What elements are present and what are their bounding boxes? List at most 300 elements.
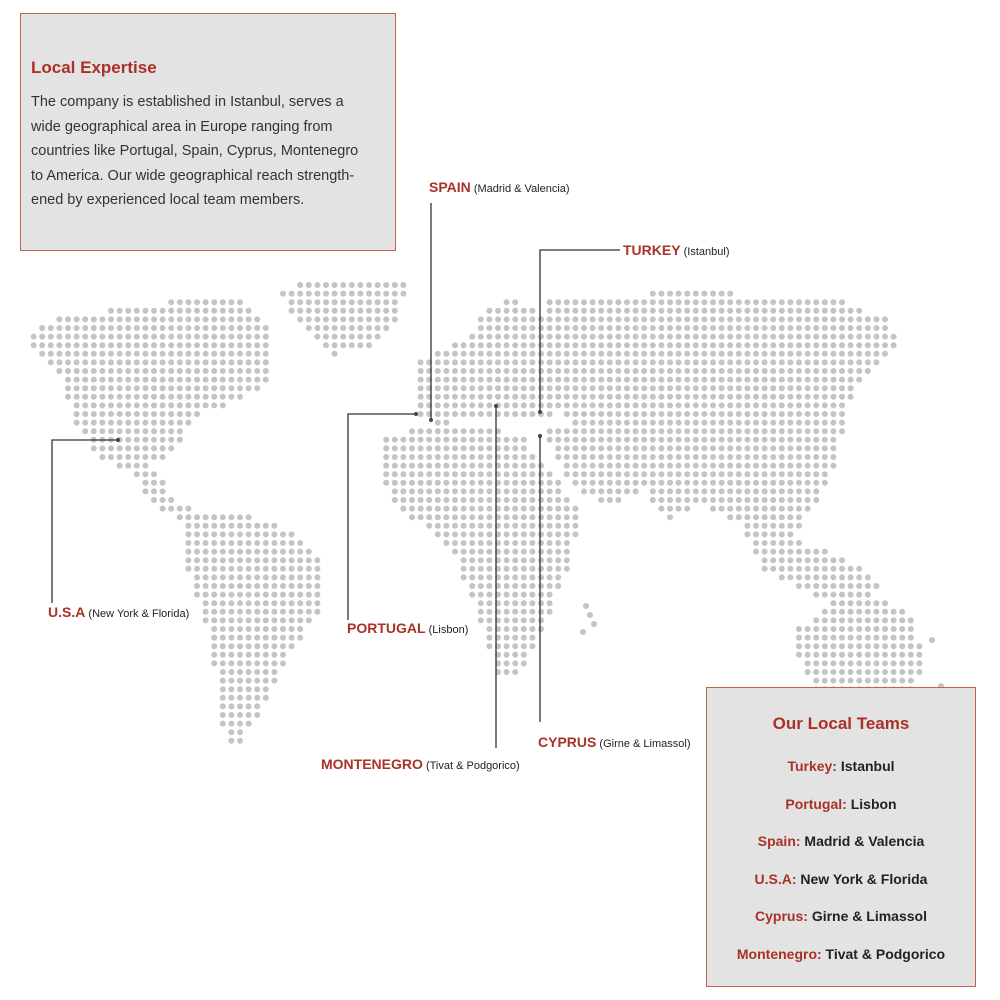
map-dot	[839, 643, 845, 649]
map-dot	[615, 308, 621, 314]
map-dot	[65, 359, 71, 365]
map-dot	[82, 420, 88, 426]
map-dot	[796, 626, 802, 632]
map-dot	[220, 402, 226, 408]
map-dot	[220, 531, 226, 537]
map-dot	[744, 359, 750, 365]
map-dot	[830, 669, 836, 675]
map-dot	[512, 660, 518, 666]
map-dot	[211, 299, 217, 305]
map-dot	[383, 437, 389, 443]
map-dot	[478, 385, 484, 391]
map-dot	[607, 420, 613, 426]
map-dot	[830, 660, 836, 666]
map-dot	[830, 445, 836, 451]
map-dot	[185, 351, 191, 357]
map-dot	[74, 411, 80, 417]
map-dot	[555, 377, 561, 383]
map-dot	[271, 600, 277, 606]
map-dot	[856, 583, 862, 589]
map-dot	[805, 669, 811, 675]
map-dot	[306, 325, 312, 331]
map-dot	[512, 609, 518, 615]
map-dot	[710, 420, 716, 426]
map-dot	[246, 377, 252, 383]
map-dot	[822, 385, 828, 391]
map-dot	[787, 480, 793, 486]
map-dot	[805, 445, 811, 451]
map-dot	[228, 566, 234, 572]
map-dot	[65, 394, 71, 400]
map-dot	[865, 678, 871, 684]
map-dot	[882, 334, 888, 340]
map-dot	[839, 351, 845, 357]
map-dot	[142, 428, 148, 434]
map-dot	[555, 334, 561, 340]
map-dot	[332, 316, 338, 322]
map-dot	[125, 454, 131, 460]
map-dot	[753, 351, 759, 357]
map-dot	[701, 420, 707, 426]
map-dot	[805, 497, 811, 503]
map-dot	[581, 316, 587, 322]
map-dot	[538, 334, 544, 340]
map-dot	[598, 299, 604, 305]
map-dot	[839, 592, 845, 598]
location-label-turkey	[623, 242, 729, 258]
map-dot	[99, 454, 105, 460]
map-dot	[753, 445, 759, 451]
map-dot	[512, 480, 518, 486]
map-dot	[237, 635, 243, 641]
map-dot	[813, 359, 819, 365]
map-dot	[590, 437, 596, 443]
local-teams-title: Our Local Teams	[772, 714, 910, 733]
map-dot	[366, 334, 372, 340]
map-dot	[486, 316, 492, 322]
map-dot	[744, 437, 750, 443]
map-dot	[211, 514, 217, 520]
map-dot	[564, 549, 570, 555]
map-dot	[770, 359, 776, 365]
map-dot	[254, 368, 260, 374]
map-dot	[564, 394, 570, 400]
map-dot	[607, 334, 613, 340]
map-dot	[744, 454, 750, 460]
map-dot	[856, 678, 862, 684]
map-dot	[701, 342, 707, 348]
map-dot	[340, 342, 346, 348]
map-dot	[805, 325, 811, 331]
map-dot	[805, 316, 811, 322]
map-dot	[779, 411, 785, 417]
map-dot	[366, 325, 372, 331]
map-dot	[658, 368, 664, 374]
map-dot	[211, 531, 217, 537]
map-dot	[117, 308, 123, 314]
map-dot	[117, 377, 123, 383]
map-dot	[220, 660, 226, 666]
map-dot	[271, 635, 277, 641]
map-dot	[891, 334, 897, 340]
map-dot	[770, 308, 776, 314]
map-dot	[822, 308, 828, 314]
map-dot	[237, 626, 243, 632]
map-dot	[572, 402, 578, 408]
map-dot	[246, 549, 252, 555]
map-dot	[151, 428, 157, 434]
map-dot	[383, 325, 389, 331]
map-dot	[929, 637, 935, 643]
map-dot	[762, 299, 768, 305]
map-dot	[117, 342, 123, 348]
map-dot	[658, 454, 664, 460]
map-dot	[641, 377, 647, 383]
map-dot	[254, 712, 260, 718]
map-dot	[409, 454, 415, 460]
map-dot	[495, 351, 501, 357]
map-dot	[228, 652, 234, 658]
map-dot	[753, 316, 759, 322]
map-dot	[228, 385, 234, 391]
map-dot	[615, 342, 621, 348]
map-dot	[246, 368, 252, 374]
map-dot	[701, 497, 707, 503]
map-dot	[280, 574, 286, 580]
map-dot	[744, 463, 750, 469]
map-dot	[624, 402, 630, 408]
map-dot	[263, 617, 269, 623]
map-dot	[254, 669, 260, 675]
map-dot	[779, 342, 785, 348]
map-dot	[418, 402, 424, 408]
map-dot	[314, 308, 320, 314]
map-dot	[65, 334, 71, 340]
map-dot	[504, 566, 510, 572]
map-dot	[220, 721, 226, 727]
map-dot	[598, 385, 604, 391]
map-dot	[160, 411, 166, 417]
map-dot	[478, 463, 484, 469]
map-dot	[452, 411, 458, 417]
map-dot	[237, 549, 243, 555]
map-dot	[134, 377, 140, 383]
map-dot	[581, 334, 587, 340]
map-dot	[478, 325, 484, 331]
map-dot	[435, 480, 441, 486]
map-dot	[650, 325, 656, 331]
map-dot	[753, 514, 759, 520]
map-dot	[117, 359, 123, 365]
map-dot	[779, 359, 785, 365]
map-dot	[478, 377, 484, 383]
map-dot	[813, 411, 819, 417]
map-dot	[667, 402, 673, 408]
map-dot	[185, 377, 191, 383]
map-dot	[211, 523, 217, 529]
map-dot	[443, 463, 449, 469]
map-dot	[581, 488, 587, 494]
map-dot	[392, 282, 398, 288]
location-detail: (New York & Florida)	[88, 608, 190, 620]
map-dot	[607, 385, 613, 391]
map-dot	[650, 299, 656, 305]
map-dot	[701, 368, 707, 374]
map-dot	[366, 316, 372, 322]
map-dot	[805, 437, 811, 443]
map-dot	[452, 394, 458, 400]
map-dot	[82, 316, 88, 322]
map-dot	[555, 557, 561, 563]
map-dot	[701, 299, 707, 305]
map-dot	[177, 299, 183, 305]
map-dot	[770, 540, 776, 546]
map-dot	[770, 514, 776, 520]
map-dot	[418, 480, 424, 486]
map-dot	[676, 385, 682, 391]
map-dot	[753, 454, 759, 460]
map-dot	[117, 454, 123, 460]
map-dot	[684, 463, 690, 469]
map-dot	[271, 609, 277, 615]
map-dot	[564, 402, 570, 408]
map-dot	[607, 437, 613, 443]
map-dot	[564, 308, 570, 314]
map-dot	[486, 617, 492, 623]
map-dot	[486, 308, 492, 314]
map-dot	[607, 359, 613, 365]
map-dot	[633, 428, 639, 434]
map-dot	[624, 437, 630, 443]
map-dot	[426, 488, 432, 494]
map-dot	[99, 316, 105, 322]
map-dot	[220, 299, 226, 305]
map-dot	[349, 291, 355, 297]
map-dot	[435, 523, 441, 529]
map-dot	[848, 359, 854, 365]
map-dot	[641, 342, 647, 348]
map-dot	[607, 454, 613, 460]
map-dot	[134, 368, 140, 374]
map-dot	[151, 394, 157, 400]
map-dot	[624, 488, 630, 494]
map-dot	[246, 557, 252, 563]
map-dot	[710, 445, 716, 451]
map-dot	[228, 643, 234, 649]
local-teams-panel	[706, 687, 976, 987]
map-dot	[891, 652, 897, 658]
map-dot	[289, 583, 295, 589]
map-dot	[547, 368, 553, 374]
map-dot	[426, 454, 432, 460]
map-dot	[237, 669, 243, 675]
map-dot	[512, 411, 518, 417]
map-dot	[676, 299, 682, 305]
map-dot	[521, 549, 527, 555]
map-dot	[443, 359, 449, 365]
map-dot	[289, 531, 295, 537]
map-dot	[228, 299, 234, 305]
map-dot	[529, 592, 535, 598]
map-dot	[478, 437, 484, 443]
local-expertise-panel	[20, 13, 396, 251]
map-dot	[658, 377, 664, 383]
map-dot	[736, 488, 742, 494]
map-dot	[512, 626, 518, 632]
map-dot	[796, 652, 802, 658]
map-dot	[547, 600, 553, 606]
map-dot	[529, 488, 535, 494]
map-dot	[185, 368, 191, 374]
map-dot	[839, 325, 845, 331]
map-dot	[246, 703, 252, 709]
map-dot	[598, 420, 604, 426]
map-dot	[753, 549, 759, 555]
map-dot	[787, 359, 793, 365]
map-dot	[280, 291, 286, 297]
map-dot	[641, 334, 647, 340]
map-dot	[168, 368, 174, 374]
map-dot	[168, 325, 174, 331]
map-dot	[504, 308, 510, 314]
map-dot	[521, 660, 527, 666]
map-dot	[435, 394, 441, 400]
map-dot	[805, 471, 811, 477]
map-dot	[366, 299, 372, 305]
map-dot	[194, 334, 200, 340]
map-dot	[822, 411, 828, 417]
map-dot	[813, 583, 819, 589]
map-dot	[727, 454, 733, 460]
map-dot	[478, 583, 484, 589]
map-dot	[762, 334, 768, 340]
map-dot	[882, 351, 888, 357]
map-dot	[469, 385, 475, 391]
map-dot	[486, 566, 492, 572]
team-row	[707, 748, 975, 786]
map-dot	[564, 514, 570, 520]
map-dot	[211, 617, 217, 623]
map-dot	[220, 523, 226, 529]
map-dot	[151, 377, 157, 383]
map-dot	[142, 402, 148, 408]
map-dot	[409, 497, 415, 503]
map-dot	[658, 497, 664, 503]
map-dot	[529, 514, 535, 520]
map-dot	[667, 463, 673, 469]
map-dot	[392, 480, 398, 486]
map-dot	[572, 411, 578, 417]
map-dot	[185, 316, 191, 322]
map-dot	[177, 351, 183, 357]
map-dot	[151, 308, 157, 314]
map-dot	[572, 445, 578, 451]
map-dot	[125, 420, 131, 426]
map-dot	[770, 506, 776, 512]
map-dot	[486, 643, 492, 649]
map-dot	[74, 402, 80, 408]
map-dot	[658, 428, 664, 434]
map-dot	[228, 669, 234, 675]
map-dot	[787, 506, 793, 512]
map-dot	[848, 566, 854, 572]
map-dot	[667, 480, 673, 486]
map-dot	[91, 316, 97, 322]
map-dot	[744, 428, 750, 434]
map-dot	[504, 540, 510, 546]
map-dot	[486, 488, 492, 494]
map-dot	[486, 342, 492, 348]
map-dot	[203, 566, 209, 572]
map-dot	[908, 635, 914, 641]
map-dot	[779, 488, 785, 494]
map-dot	[82, 428, 88, 434]
map-dot	[710, 497, 716, 503]
map-dot	[74, 316, 80, 322]
map-dot	[263, 351, 269, 357]
map-dot	[564, 471, 570, 477]
map-dot	[676, 291, 682, 297]
map-dot	[555, 368, 561, 374]
map-dot	[667, 316, 673, 322]
map-dot	[753, 488, 759, 494]
map-dot	[572, 359, 578, 365]
map-dot	[805, 488, 811, 494]
map-dot	[108, 385, 114, 391]
map-dot	[796, 334, 802, 340]
map-dot	[246, 635, 252, 641]
map-dot	[538, 557, 544, 563]
map-dot	[289, 540, 295, 546]
map-dot	[521, 394, 527, 400]
map-dot	[813, 325, 819, 331]
map-dot	[779, 471, 785, 477]
map-dot	[753, 394, 759, 400]
map-dot	[873, 316, 879, 322]
map-dot	[263, 368, 269, 374]
map-dot	[142, 420, 148, 426]
map-dot	[667, 497, 673, 503]
map-dot	[805, 299, 811, 305]
map-dot	[727, 488, 733, 494]
map-dot	[547, 428, 553, 434]
map-dot	[48, 325, 54, 331]
map-dot	[469, 488, 475, 494]
map-dot	[512, 574, 518, 580]
map-dot	[383, 463, 389, 469]
map-dot	[676, 437, 682, 443]
map-dot	[676, 428, 682, 434]
map-dot	[478, 411, 484, 417]
map-dot	[727, 402, 733, 408]
map-dot	[770, 445, 776, 451]
map-dot	[203, 523, 209, 529]
team-country: Cyprus:	[755, 908, 808, 924]
map-dot	[151, 454, 157, 460]
map-dot	[203, 574, 209, 580]
map-dot	[203, 394, 209, 400]
map-dot	[822, 635, 828, 641]
map-dot	[521, 488, 527, 494]
map-dot	[848, 652, 854, 658]
map-dot	[676, 308, 682, 314]
map-dot	[228, 325, 234, 331]
map-dot	[547, 514, 553, 520]
map-dot	[521, 334, 527, 340]
map-dot	[246, 342, 252, 348]
map-dot	[168, 394, 174, 400]
map-dot	[486, 480, 492, 486]
